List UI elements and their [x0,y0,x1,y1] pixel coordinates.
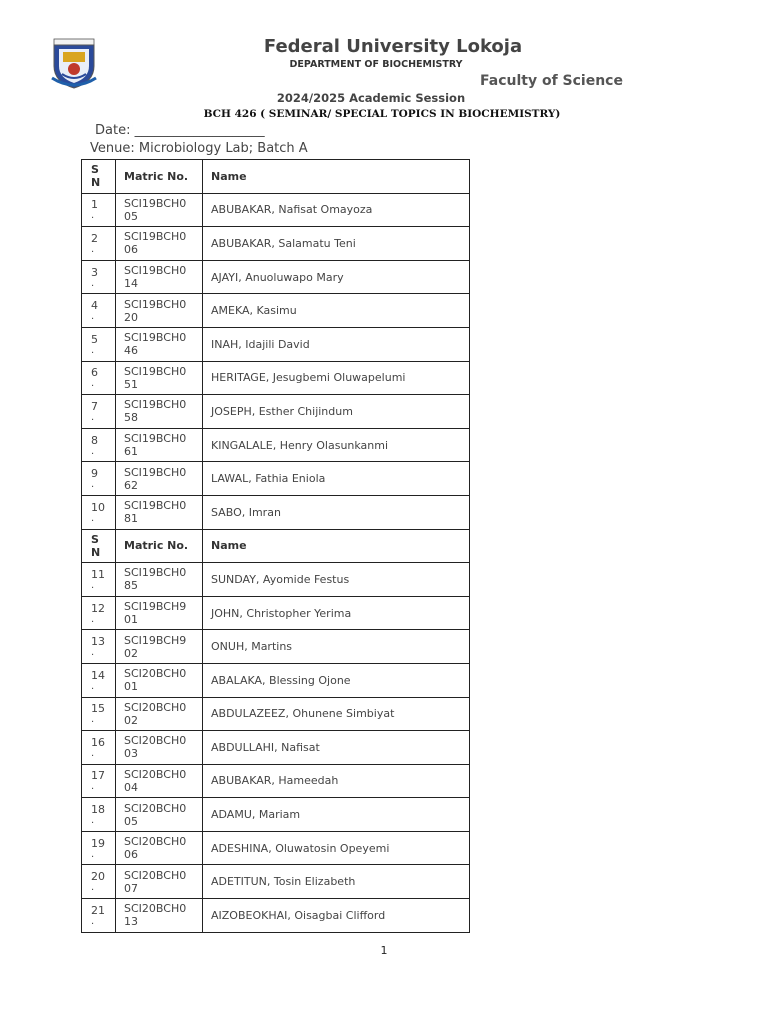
serial-number: 10 [91,500,105,514]
matric-number: SCI19BCH058 [116,395,203,429]
matric-number: SCI20BCH006 [116,831,203,865]
table-row [82,899,470,933]
serial-dot: . [91,479,95,491]
student-name: ONUH, Martins [203,630,470,664]
serial-number: 4 [91,299,98,313]
matric-number: SCI19BCH081 [116,495,203,529]
serial-dot: . [91,680,95,692]
serial-dot: . [91,882,95,894]
matric-number: SCI19BCH085 [116,563,203,597]
date-line: Date: ____________________ [95,123,265,138]
table-header-row [82,160,470,194]
matric-number: SCI19BCH061 [116,428,203,462]
serial-dot: . [91,344,95,356]
serial-number-cell [82,865,116,899]
matric-number: SCI20BCH001 [116,663,203,697]
serial-dot: . [91,747,95,759]
table-row [82,260,470,294]
serial-dot: . [91,781,95,793]
serial-dot: . [91,579,95,591]
table-row [82,731,470,765]
matric-number: SCI20BCH003 [116,731,203,765]
serial-number-cell [82,428,116,462]
student-name: LAWAL, Fathia Eniola [203,462,470,496]
serial-number-cell [82,227,116,261]
student-name: SUNDAY, Ayomide Festus [203,563,470,597]
matric-number: SCI19BCH005 [116,193,203,227]
serial-number-cell [82,663,116,697]
serial-number: 8 [91,433,98,447]
matric-number: SCI19BCH062 [116,462,203,496]
name-header: Name [203,160,470,194]
serial-dot: . [91,647,95,659]
student-name: ABDULAZEEZ, Ohunene Simbiyat [203,697,470,731]
serial-number-cell [82,764,116,798]
page-number: 1 [380,944,388,957]
student-name: ADETITUN, Tosin Elizabeth [203,865,470,899]
matric-number: SCI20BCH007 [116,865,203,899]
serial-number-cell [82,193,116,227]
serial-number: 2 [91,231,98,245]
serial-dot: . [91,378,95,390]
serial-number: 9 [91,467,98,481]
student-name: JOSEPH, Esther Chijindum [203,395,470,429]
matric-header: Matric No. [116,529,203,563]
student-name: INAH, Idajili David [203,327,470,361]
serial-dot: . [91,815,95,827]
table-row [82,630,470,664]
student-name: AMEKA, Kasimu [203,294,470,328]
student-name: ADAMU, Mariam [203,798,470,832]
student-name: KINGALALE, Henry Olasunkanmi [203,428,470,462]
table-row [82,865,470,899]
serial-dot: . [91,411,95,423]
matric-number: SCI20BCH005 [116,798,203,832]
serial-number-cell [82,831,116,865]
serial-number-cell [82,899,116,933]
serial-dot: . [91,613,95,625]
table-row [82,663,470,697]
matric-number: SCI19BCH006 [116,227,203,261]
student-name: ABALAKA, Blessing Ojone [203,663,470,697]
serial-dot: . [91,714,95,726]
serial-number: 18 [91,803,105,817]
matric-number: SCI19BCH046 [116,327,203,361]
serial-number-cell [82,395,116,429]
table-row [82,831,470,865]
serial-number-cell [82,462,116,496]
matric-number: SCI19BCH051 [116,361,203,395]
serial-dot: . [91,243,95,255]
matric-header: Matric No. [116,160,203,194]
serial-dot: . [91,445,95,457]
serial-dot: . [91,311,95,323]
student-name: SABO, Imran [203,495,470,529]
serial-number-cell [82,260,116,294]
name-header: Name [203,529,470,563]
table-row [82,361,470,395]
venue-line: Venue: Microbiology Lab; Batch A [90,141,308,156]
student-name: ADESHINA, Oluwatosin Opeyemi [203,831,470,865]
matric-number: SCI20BCH002 [116,697,203,731]
table-row [82,428,470,462]
serial-dot: . [91,915,95,927]
serial-number-cell [82,327,116,361]
serial-dot: . [91,848,95,860]
matric-number: SCI20BCH004 [116,764,203,798]
table-row [82,327,470,361]
serial-number: 5 [91,332,98,346]
serial-number: 6 [91,366,98,380]
serial-number-cell [82,731,116,765]
serial-number: 1 [91,198,98,212]
serial-dot: . [91,210,95,222]
serial-number: 21 [91,903,105,917]
matric-number: SCI19BCH020 [116,294,203,328]
faculty-name: Faculty of Science [480,73,623,89]
student-name: AJAYI, Anuoluwapo Mary [203,260,470,294]
serial-number-cell [82,596,116,630]
serial-number-cell [82,630,116,664]
serial-dot: . [91,277,95,289]
serial-dot: . [91,512,95,524]
student-name: ABDULLAHI, Nafisat [203,731,470,765]
academic-session: 2024/2025 Academic Session [276,91,466,105]
serial-number-cell [82,697,116,731]
serial-number: 13 [91,635,105,649]
table-row [82,764,470,798]
student-name: ABUBAKAR, Salamatu Teni [203,227,470,261]
matric-number: SCI19BCH902 [116,630,203,664]
table-row [82,596,470,630]
serial-number-cell [82,294,116,328]
table-row [82,395,470,429]
serial-number-cell [82,495,116,529]
matric-number: SCI19BCH901 [116,596,203,630]
sn-header: S N [82,160,116,194]
serial-number: 14 [91,668,105,682]
attendance-table [81,159,470,933]
student-name: ABUBAKAR, Hameedah [203,764,470,798]
department-name: DEPARTMENT OF BIOCHEMISTRY [289,59,463,70]
student-name: JOHN, Christopher Yerima [203,596,470,630]
table-row [82,462,470,496]
student-name: HERITAGE, Jesugbemi Oluwapelumi [203,361,470,395]
table-row [82,798,470,832]
serial-number: 19 [91,836,105,850]
table-row [82,227,470,261]
university-name: Federal University Lokoja [263,36,523,57]
sn-header: S N [82,529,116,563]
table-row [82,495,470,529]
serial-number: 16 [91,735,105,749]
course-title: BCH 426 ( SEMINAR/ SPECIAL TOPICS IN BIOCHEMISTRY) [203,108,561,120]
student-name: AIZOBEOKHAI, Oisagbai Clifford [203,899,470,933]
table-row [82,697,470,731]
matric-number: SCI19BCH014 [116,260,203,294]
table-row [82,563,470,597]
serial-number: 7 [91,399,98,413]
matric-number: SCI20BCH013 [116,899,203,933]
serial-number-cell [82,563,116,597]
table-row [82,193,470,227]
table-row [82,294,470,328]
serial-number: 3 [91,265,98,279]
table-header-row [82,529,470,563]
serial-number: 17 [91,769,105,783]
serial-number: 15 [91,702,105,716]
serial-number-cell [82,798,116,832]
serial-number-cell [82,361,116,395]
serial-number: 11 [91,567,105,581]
serial-number: 20 [91,870,105,884]
serial-number: 12 [91,601,105,615]
student-name: ABUBAKAR, Nafisat Omayoza [203,193,470,227]
